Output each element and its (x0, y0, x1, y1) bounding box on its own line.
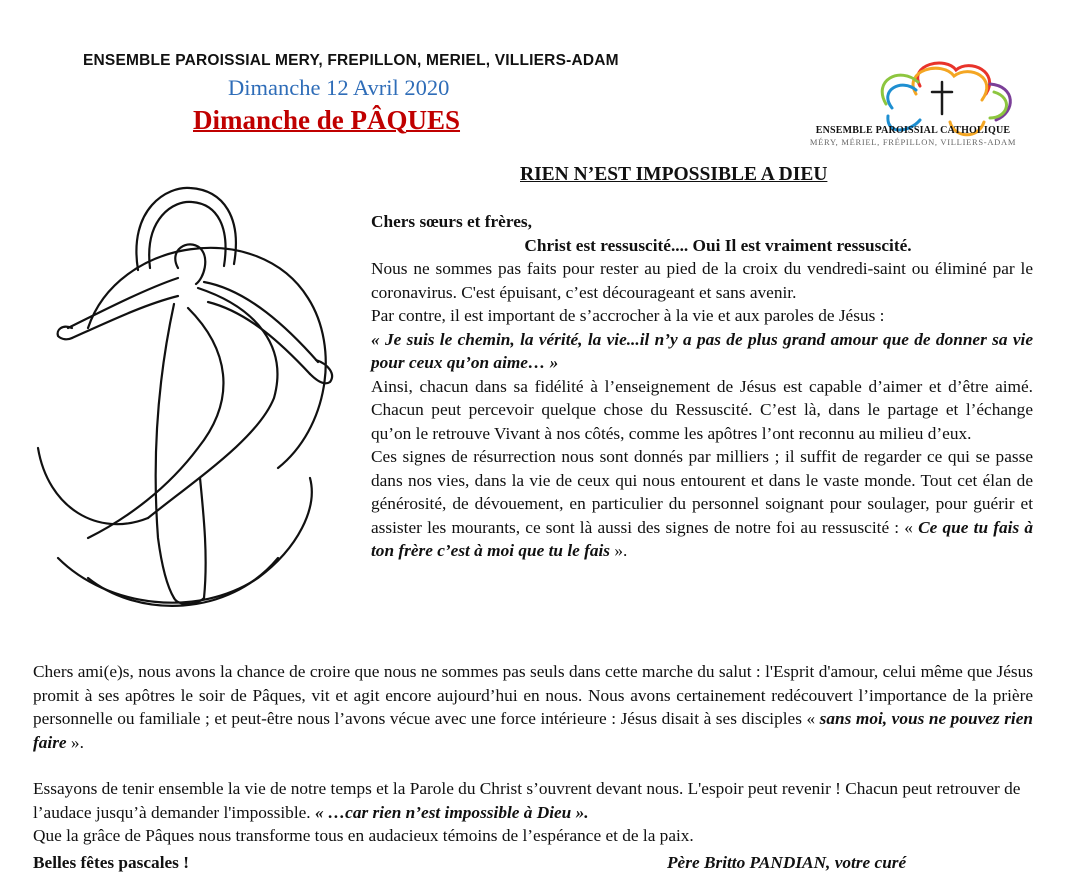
greeting: Chers sœurs et frères, (371, 212, 532, 231)
swirl-inner (88, 558, 278, 606)
left-hand (58, 327, 72, 340)
paragraph-4-text: Ces signes de résurrection nous sont donnés par milliers ; il suffit de regarder ce qui se passe dans nos vies, dans la vie de ceux qui nous entourent et dans le vaste monde. Tout cet élan de générosité, de dévouement, en particulier du personnel soignant pour soulager, pour guérir et assister les mourants, ce sont là aussi des signes de notre foi au ressuscité : « (371, 447, 1033, 537)
logo-caption-title: ENSEMBLE PAROISSIAL CATHOLIQUE (815, 125, 1011, 136)
signature: Père Britto PANDIAN, votre curé (667, 853, 907, 872)
paragraph-4 (371, 445, 1033, 563)
article-title: RIEN N’EST IMPOSSIBLE A DIEU (520, 164, 828, 185)
cross-icon (932, 82, 952, 114)
paragraph-6 (33, 777, 1033, 824)
body-right (200, 478, 206, 598)
paragraph-6-text: Essayons de tenir ensemble la vie de notre temps et la Parole du Christ s’ouvrent devant nous. L'espoir peut revenir ! Chacun peut retrouver de l’audace jusqu’à demander l'impossible. (33, 779, 1021, 822)
logo-arc-blue (888, 85, 916, 108)
closing-wish: Belles fêtes pascales ! (33, 853, 189, 872)
quote-brother: Ce que tu fais à ton frère c’est à moi que tu le fais (371, 517, 1034, 560)
paragraph-3: Ainsi, chacun dans sa fidélité à l’enseignement de Jésus est capable d’aimer et d’être aimé. Chacun peut percevoir quelque chose du Ressuscité. C’est là, dans le partage et l’échange qu’on le retrouve Vivant à nos côtés, comme les apôtres l’ont reconnu au milieu d’eux. (371, 376, 1033, 443)
paragraph-5-end: ». (70, 732, 84, 752)
right-hand (310, 360, 332, 383)
logo-arc-green2 (990, 92, 1006, 118)
paragraph-7: Que la grâce de Pâques nous transforme tous en audacieux témoins de l’espérance et de la paix. (33, 826, 694, 845)
logo-caption-places: MÉRY, MÉRIEL, FRÉPILLON, VILLIERS-ADAM (809, 137, 1017, 147)
article-column (371, 210, 1033, 563)
left-arm (68, 278, 178, 328)
paragraph-5-text: Chers ami(e)s, nous avons la chance de croire que nous ne sommes pas seuls dans cette marche du salut : l'Esprit d'amour, celui même que Jésus promit à ses apôtres le soir de Pâques, vit et agit encore aujourd’hui en nous. Nous avons certainement redécouvert l’importance de la prière personnelle ou familiale ; et peut-être nous l’avons vécue avec une force intérieure : Jésus disait à ses disciples « (33, 662, 1033, 728)
body-left (156, 304, 174, 598)
quote-without-me: sans moi, vous ne pouvez rien faire (33, 709, 1033, 752)
easter-proclamation: Christ est ressuscité.... Oui Il est vraiment ressuscité. (524, 235, 912, 255)
quote-jesus: « Je suis le chemin, la vérité, la vie...il n’y a pas de plus grand amour que de donner sa vie pour ceux qu’on aime… » (371, 329, 1033, 372)
feast-title: Dimanche de PÂQUES (193, 105, 461, 135)
right-arm (204, 282, 318, 362)
parish-header: ENSEMBLE PAROISSIAL MERY, FREPILLON, MERIEL, VILLIERS-ADAM (83, 52, 619, 69)
paragraph-2: Par contre, il est important de s’accrocher à la vie et aux paroles de Jésus : (371, 306, 885, 325)
logo-arc-orange (913, 68, 987, 100)
bottom-text (33, 660, 1033, 848)
date-line: Dimanche 12 Avril 2020 (228, 75, 450, 100)
paragraph-4-end: ». (614, 541, 628, 560)
risen-christ-illustration (28, 178, 350, 640)
quote-nothing-impossible: « …car rien n’est impossible à Dieu ». (314, 802, 589, 822)
halo-inner (149, 202, 225, 268)
paragraph-1: Nous ne sommes pas faits pour rester au pied de la croix du vendredi-saint ou éliminé par le coronavirus. C'est épuisant, c’est décourageant et sans avenir. (371, 259, 1033, 302)
halo-outline (136, 188, 235, 270)
paragraph-5 (33, 660, 1033, 754)
